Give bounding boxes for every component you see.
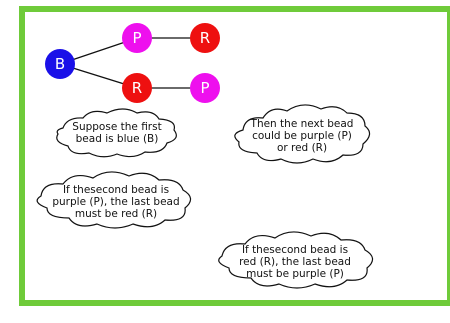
cloud-3-line-1: If thesecond bead is — [62, 184, 170, 196]
cloud-3-line-2: purple (P), the last bead — [52, 196, 180, 208]
node-bottom-p — [190, 73, 220, 103]
cloud-1-line-1: Suppose the first — [72, 121, 162, 133]
cloud-3-text — [45, 184, 187, 220]
cloud-4-line-1: If thesecond bead is — [241, 244, 349, 256]
node-root-b-label: B — [54, 55, 66, 73]
node-top-r — [190, 23, 220, 53]
node-top-r-label: R — [199, 29, 211, 47]
node-root-b — [45, 49, 75, 79]
cloud-2-line-3: or red (R) — [276, 142, 328, 154]
node-bottom-r-label: R — [131, 79, 143, 97]
cloud-4-line-2: red (R), the last bead — [239, 256, 351, 268]
node-top-p-label: P — [132, 29, 142, 47]
cloud-3-line-3: must be red (R) — [74, 208, 158, 220]
footer-caption — [203, 280, 269, 290]
cloud-1-line-2: bead is blue (B) — [75, 133, 159, 145]
node-bottom-r — [122, 73, 152, 103]
cloud-2-text — [245, 118, 359, 154]
cloud-4-text — [227, 244, 363, 280]
node-bottom-p-label: P — [200, 79, 210, 97]
node-top-p — [122, 23, 152, 53]
diagram-frame — [19, 6, 450, 306]
cloud-4-line-3: must be purple (P) — [246, 268, 344, 280]
cloud-1-text — [65, 121, 169, 145]
cloud-2-line-1: Then the next bead — [250, 118, 354, 130]
cloud-2-line-2: could be purple (P) — [252, 130, 352, 142]
